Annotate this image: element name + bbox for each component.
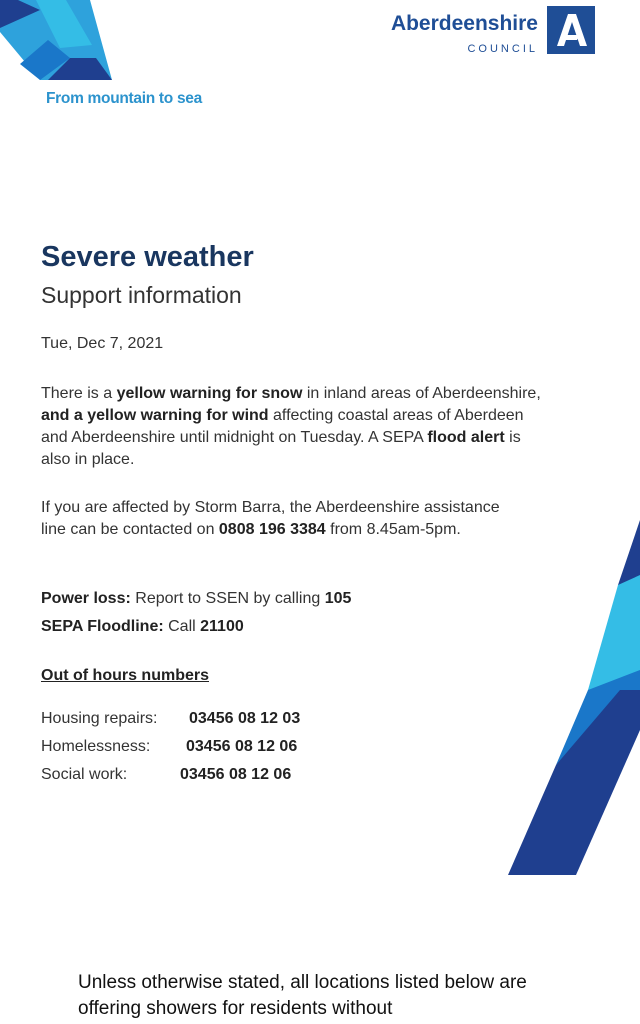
- power-loss-number[interactable]: 105: [324, 590, 352, 607]
- weather-warning-paragraph: [41, 383, 541, 471]
- wind-warning: and a yellow warning for wind: [41, 407, 269, 424]
- contact-label: Social work:: [41, 766, 128, 783]
- stripe-right-dark-top: [618, 520, 640, 585]
- sepa-number[interactable]: 21100: [200, 618, 244, 635]
- footer-text: Unless otherwise stated, all locations listed below are offering showers for residents without: [78, 972, 527, 1019]
- contact-label: Housing repairs:: [41, 710, 158, 727]
- text: from 8.45am-5pm.: [325, 521, 461, 538]
- out-of-hours-heading: Out of hours numbers: [41, 667, 209, 684]
- post-date: Tue, Dec 7, 2021: [41, 335, 164, 352]
- text: in inland areas of Aberdeenshire,: [302, 385, 541, 402]
- contact-label: Homelessness:: [41, 738, 151, 755]
- council-logo-mark-icon: [547, 6, 595, 54]
- contact-row: [41, 738, 298, 756]
- logo-subtitle: COUNCIL: [467, 43, 538, 55]
- snow-warning: yellow warning for snow: [116, 385, 303, 402]
- contact-number[interactable]: 03456 08 12 03: [189, 710, 301, 727]
- contact-number[interactable]: 03456 08 12 06: [186, 738, 298, 755]
- page-title: Severe weather: [41, 241, 254, 273]
- stripe-right-light: [588, 575, 640, 690]
- power-loss-label: Power loss:: [41, 590, 131, 607]
- page-subtitle: Support information: [41, 282, 242, 308]
- text: If you are affected by Storm Barra, the Aberdeenshire assistance line can be contacted on: [41, 499, 500, 538]
- contact-row: [41, 766, 292, 784]
- sepa-floodline-line: [41, 618, 244, 636]
- text: There is a: [41, 385, 117, 402]
- sepa-label: SEPA Floodline:: [41, 618, 164, 635]
- stripe-right-dark: [508, 690, 640, 875]
- contact-number[interactable]: 03456 08 12 06: [180, 766, 292, 783]
- contact-row: [41, 710, 301, 728]
- power-loss-line: [41, 590, 351, 608]
- logo-name: Aberdeenshire: [390, 12, 538, 35]
- sepa-text: Call: [163, 618, 201, 635]
- assistance-phone[interactable]: 0808 196 3384: [218, 521, 326, 538]
- tagline: From mountain to sea: [46, 90, 202, 107]
- power-loss-text: Report to SSEN by calling: [130, 590, 325, 607]
- assistance-line-paragraph: [41, 497, 521, 541]
- flood-alert: flood alert: [427, 429, 505, 446]
- text: affecting coastal areas of Aberdeen and Aberdeenshire until midnight on Tuesday. A SEPA: [41, 407, 524, 446]
- text: is also in place.: [41, 429, 521, 468]
